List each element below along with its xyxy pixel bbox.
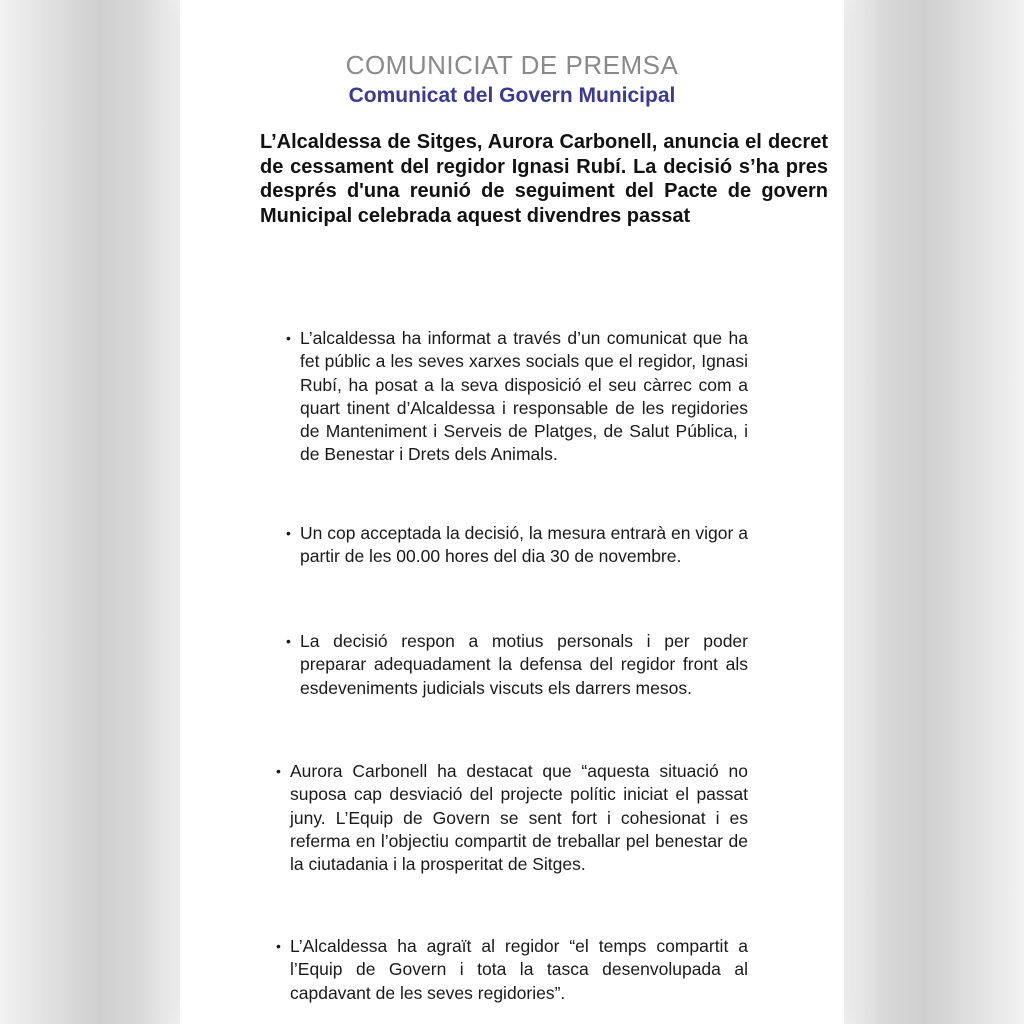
bullet-marker: • <box>286 525 291 541</box>
page-title: COMUNICIAT DE PREMSA <box>345 50 679 80</box>
bullet-text: Un cop acceptada la decisió, la mesura entrarà en vigor a partir de les 00.00 hores del dia 30 de novembre. <box>300 523 748 567</box>
bullet-marker: • <box>286 330 291 346</box>
bullet-text: L’Alcaldessa ha agraït al regidor “el temps compartit a l’Equip de Govern i tota la tasca desenvolupada al capdavant de les seves regidories”. <box>290 936 748 1003</box>
bullet-text: L’alcaldessa ha informat a través d’un comunicat que ha fet públic a les seves xarxes socials que el regidor, Ignasi Rubí, ha posat a la seva disposició el seu càrrec com a quart tinent d’Alcaldessa i responsable de les regidories de Manteniment i Serveis de Platges, de Salut Pública, i de Benestar i Drets dels Animals. <box>300 328 748 465</box>
background-blur-right <box>844 0 1024 1024</box>
press-release-page <box>180 0 844 1024</box>
lead-paragraph: L’Alcaldessa de Sitges, Aurora Carbonell, anuncia el decret de cessament del regidor Ignasi Rubí. La decisió s’ha pres després d'una reunió de seguiment del Pacte de govern Municipal celebrada aquest divendres passat <box>260 131 828 227</box>
bullet-marker: • <box>276 763 281 779</box>
bullet-marker: • <box>276 938 281 954</box>
bullet-marker: • <box>286 633 291 649</box>
bullet-text: Aurora Carbonell ha destacat que “aquesta situació no suposa cap desviació del projecte polític iniciat el passat juny. L’Equip de Govern se sent fort i cohesionat i es referma en l’objectiu compartit de treballar pel benestar de la ciutadania i la prosperitat de Sitges. <box>290 761 748 875</box>
bullet-item <box>286 327 748 467</box>
bullet-item <box>286 522 748 569</box>
background-blur-left <box>0 0 180 1024</box>
page-subtitle: Comunicat del Govern Municipal <box>348 84 676 107</box>
bullet-item <box>276 760 748 876</box>
bullet-item <box>286 630 748 700</box>
bullet-item <box>276 935 748 1005</box>
bullet-text: La decisió respon a motius personals i per poder preparar adequadament la defensa del regidor front als esdeveniments judicials viscuts els darrers mesos. <box>300 631 748 698</box>
